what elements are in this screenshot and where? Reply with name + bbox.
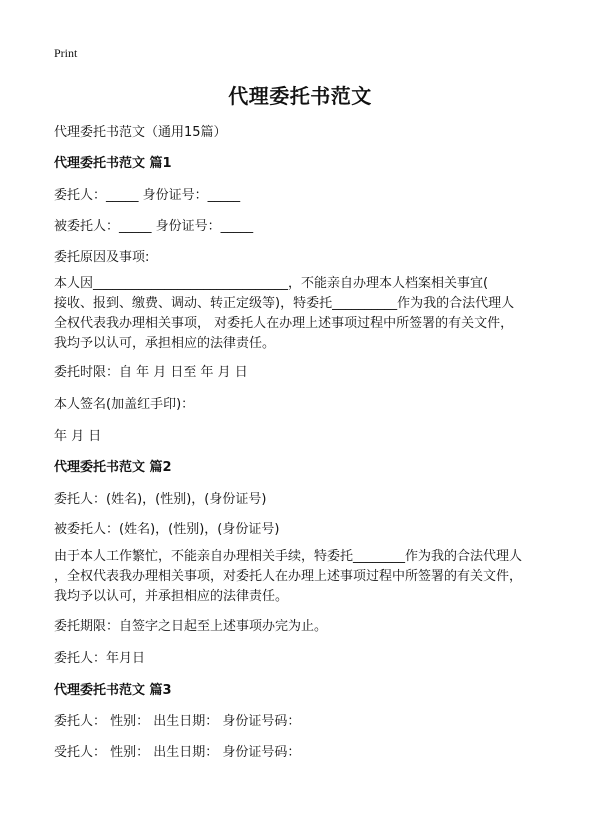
document-subtitle: 代理委托书范文（通用15篇） [54, 125, 227, 140]
paragraph-line: 接收、报到、缴费、调动、转正定级等)，特委托__________作为我的合法代理人 [54, 296, 515, 311]
section-2-paragraph [54, 547, 554, 607]
section-3-line-agent: 受托人： 性别： 出生日期： 身份证号码： [54, 745, 301, 760]
section-heading-2: 代理委托书范文 篇2 [54, 460, 172, 475]
section-1-line-principal: 委托人：_____ 身份证号：_____ [54, 188, 241, 203]
paragraph-line: 由于本人工作繁忙，不能亲自办理相关手续，特委托________作为我的合法代理人 [54, 549, 523, 564]
paragraph-line: 我均予以认可，并承担相应的法律责任。 [54, 589, 289, 604]
paragraph-line: 全权代表我办理相关事项， 对委托人在办理上述事项过程中所签署的有关文件， [54, 316, 514, 331]
section-2-line-principal: 委托人：(姓名)，(性别)，(身份证号) [54, 492, 267, 507]
section-1-line-agent: 被委托人：_____ 身份证号：_____ [54, 219, 254, 234]
print-link[interactable]: Print [54, 46, 78, 60]
section-1-line-period: 委托时限：自 年 月 日至 年 月 日 [54, 365, 248, 380]
paragraph-line: 本人因______________________________，不能亲自办理本人档案相关事宜( [54, 276, 489, 291]
paragraph-line: ，全权代表我办理相关事项，对委托人在办理上述事项过程中所签署的有关文件， [54, 569, 523, 584]
section-1-line-date: 年 月 日 [54, 429, 102, 444]
section-1-line-reason-label: 委托原因及事项: [54, 250, 150, 265]
section-1-line-signature: 本人签名(加盖红手印)： [54, 397, 195, 412]
section-3-line-principal: 委托人： 性别： 出生日期： 身份证号码： [54, 714, 301, 729]
section-2-line-period: 委托期限：自签字之日起至上述事项办完为止。 [54, 619, 328, 634]
section-heading-1: 代理委托书范文 篇1 [54, 156, 172, 171]
section-2-line-principal-date: 委托人：年月日 [54, 651, 146, 666]
section-2-line-agent: 被委托人：(姓名)，(性别)，(身份证号) [54, 522, 280, 537]
section-1-paragraph [54, 274, 554, 354]
section-heading-3: 代理委托书范文 篇3 [54, 683, 172, 698]
paragraph-line: 我均予以认可，承担相应的法律责任。 [54, 336, 276, 351]
document-title: 代理委托书范文 [228, 84, 372, 108]
